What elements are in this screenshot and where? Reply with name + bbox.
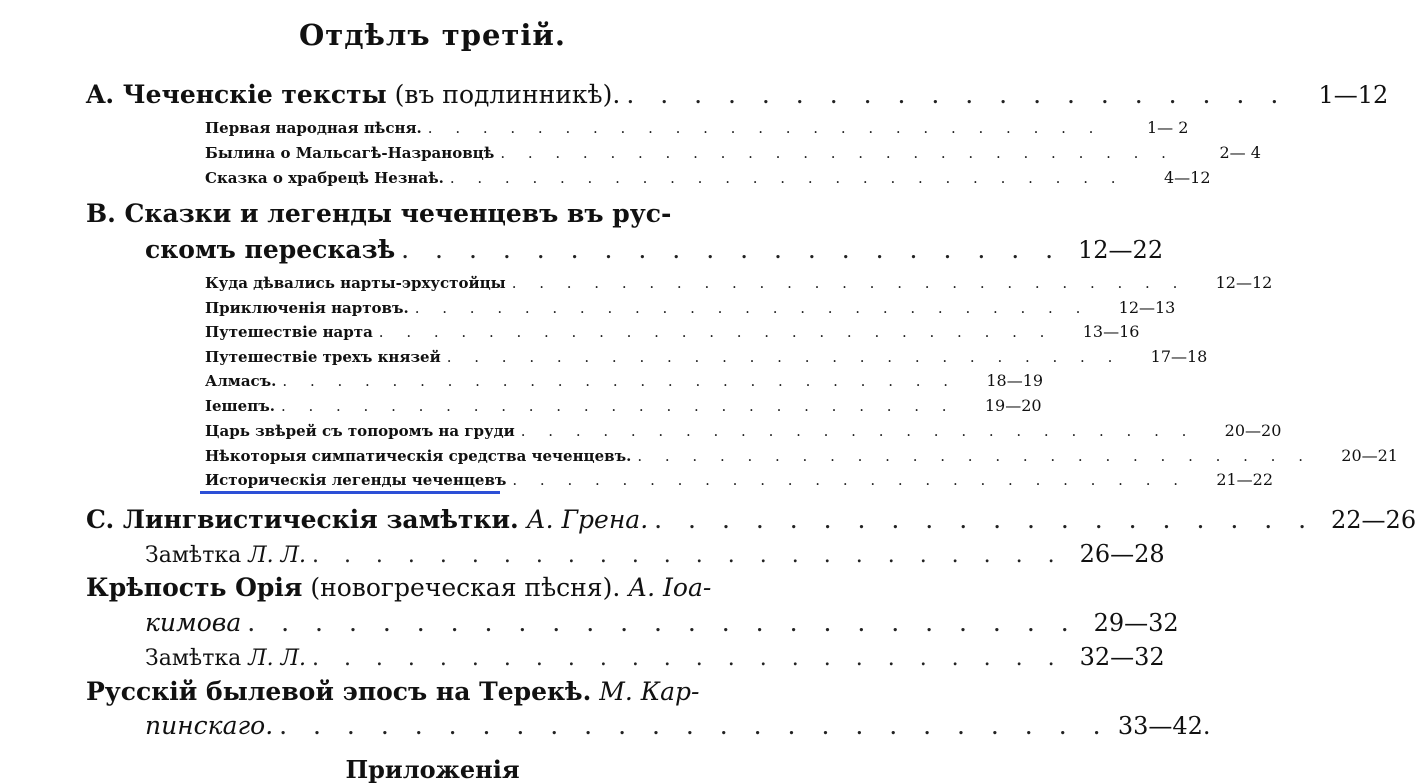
- subentry-pages: 4—12: [1163, 168, 1211, 187]
- leader-dots: . . . . . . . . . . . . . . . . . . . .: [401, 235, 1063, 264]
- leader-dots: . . . . . . . . . . . . . . . . . . . .: [654, 505, 1316, 534]
- section-d-author-line1: А. Іоа-: [628, 573, 712, 602]
- section-d-suffix: (новогреческая пѣсня).: [310, 573, 621, 602]
- toc-entry-section-e-line2[interactable]: [145, 711, 1211, 745]
- toc-entry-section-d-line2[interactable]: [145, 608, 1179, 642]
- section-e-pages: 33—42.: [1117, 712, 1211, 740]
- leader-dots: . . . . . . . . . . . . . . . . . . . . . . . . .: [520, 422, 1196, 440]
- toc-entry-section-b[interactable]: [145, 235, 1164, 269]
- leader-dots: . . . . . . . . . . . . . . . . . . . . . . . . .: [511, 274, 1187, 292]
- subentry-title: Путешествіе трехъ князей: [205, 348, 441, 366]
- leader-dots: . . . . . . . . . . . . . . . . . . . .: [626, 80, 1288, 109]
- subentry-pages: 12—13: [1118, 298, 1176, 317]
- leader-dots: . . . . . . . . . . . . . . . . . . . . . . . . .: [446, 348, 1122, 366]
- section-a-label: A. Чеченскіе тексты: [86, 80, 387, 109]
- toc-subentry[interactable]: [205, 168, 1211, 192]
- note-pages: 26—28: [1079, 540, 1165, 568]
- leader-dots: . . . . . . . . . . . . . . . . . . . . . . . . .: [512, 471, 1188, 489]
- leader-dots: . . . . . . . . . . . . . . . . . . . . . . . . .: [280, 397, 956, 415]
- toc-subentry[interactable]: [205, 446, 1398, 470]
- subentry-pages: 17—18: [1150, 347, 1208, 366]
- subentry-title: Царь звѣрей съ топоромъ на груди: [205, 422, 515, 440]
- leader-dots: . . . . . . . . . . . . . . . . . . . . . . . . .: [378, 323, 1054, 341]
- toc-entry-section-e-line1[interactable]: [86, 677, 700, 706]
- leader-dots: . . . . . . . . . . . . . . . . . . . . . . . . .: [637, 447, 1312, 465]
- subentry-pages: 19—20: [984, 396, 1042, 415]
- subentry-title: Сказка о храбрецѣ Незнаѣ.: [205, 169, 444, 187]
- subentry-pages: 1— 2: [1146, 118, 1189, 137]
- next-section-heading-partial: Приложенія: [345, 755, 520, 784]
- subentry-title: Іешепъ.: [205, 397, 275, 415]
- section-d-label: Крѣпость Орія: [86, 573, 303, 602]
- section-d-author-line2: кимова: [145, 608, 242, 637]
- section-e-author-line1: М. Кар-: [599, 677, 700, 706]
- subentry-pages: 18—19: [986, 371, 1044, 390]
- section-b-label-line1[interactable]: B. Сказки и легенды чеченцевъ въ рус-: [86, 199, 672, 228]
- subentry-title: Нѣкоторыя симпатическія средства чеченцевъ.: [205, 447, 632, 465]
- section-a-pages: 1—12: [1318, 81, 1389, 109]
- section-heading: Отдѣлъ третій.: [298, 18, 567, 52]
- note-author: Л. Л.: [248, 646, 306, 671]
- leader-dots: . . . . . . . . . . . . . . . . . . . . . . . . .: [414, 299, 1090, 317]
- leader-dots: . . . . . . . . . . . . . . . . . . . . . . . . .: [500, 144, 1175, 162]
- subentry-title: Куда дѣвались нарты-эрхустойцы: [205, 274, 506, 292]
- leader-dots: . . . . . . . . . . . . . . . . . . . . . . . . .: [279, 711, 1110, 740]
- subentry-title: Путешествіе нарта: [205, 323, 373, 341]
- toc-subentry[interactable]: [205, 371, 1044, 395]
- subentry-pages: 13—16: [1082, 322, 1140, 341]
- toc-subentry[interactable]: [205, 298, 1176, 322]
- leader-dots: . . . . . . . . . . . . . . . . . . . . . . . .: [311, 646, 1064, 671]
- subentry-title: Алмасъ.: [205, 372, 277, 390]
- note-label: Замѣтка: [145, 543, 242, 568]
- subentry-title: Былина о Мальсагѣ-Назрановцѣ: [205, 144, 495, 162]
- section-a-suffix: (въ подлинникѣ).: [394, 80, 621, 109]
- toc-subentry[interactable]: [205, 322, 1140, 346]
- section-d-pages: 29—32: [1093, 609, 1179, 637]
- section-b-pages: 12—22: [1078, 236, 1164, 264]
- note-pages: 32—32: [1079, 643, 1165, 671]
- toc-subentry[interactable]: [205, 118, 1189, 142]
- section-c-pages: 22—26: [1331, 506, 1416, 534]
- subentry-pages: 20—21: [1341, 446, 1398, 465]
- toc-subentry[interactable]: [205, 421, 1282, 445]
- toc-subentry[interactable]: [205, 273, 1273, 297]
- section-e-author-line2: пинскаго.: [145, 711, 274, 740]
- toc-entry-section-c[interactable]: [86, 505, 1416, 539]
- section-c-label: C. Лингвистическія замѣтки.: [86, 505, 519, 534]
- toc-note-entry[interactable]: [145, 643, 1165, 675]
- note-label: Замѣтка: [145, 646, 242, 671]
- section-b-label-line2: скомъ пересказѣ: [145, 235, 396, 264]
- subentry-pages: 2— 4: [1219, 143, 1261, 162]
- subentry-pages: 21—22: [1216, 470, 1274, 489]
- section-c-author: А. Грена.: [526, 505, 649, 534]
- subentry-title: Историческія легенды чеченцевъ: [205, 471, 507, 489]
- toc-entry-section-d-line1[interactable]: [86, 573, 711, 602]
- link-underline: [200, 491, 500, 494]
- subentry-title: Приключенія нартовъ.: [205, 299, 409, 317]
- section-e-label: Русскій былевой эпосъ на Терекѣ.: [86, 677, 592, 706]
- toc-note-entry[interactable]: [145, 540, 1165, 572]
- subentry-pages: 12—12: [1215, 273, 1273, 292]
- subentry-title: Первая народная пѣсня.: [205, 119, 422, 137]
- toc-subentry[interactable]: [205, 143, 1261, 167]
- leader-dots: . . . . . . . . . . . . . . . . . . . . . . . . .: [247, 608, 1078, 637]
- note-author: Л. Л.: [248, 543, 306, 568]
- leader-dots: . . . . . . . . . . . . . . . . . . . . . . . . .: [449, 169, 1125, 187]
- toc-subentry[interactable]: [205, 396, 1042, 420]
- leader-dots: . . . . . . . . . . . . . . . . . . . . . . . . .: [427, 119, 1103, 137]
- subentry-pages: 20—20: [1224, 421, 1282, 440]
- toc-subentry[interactable]: [205, 347, 1208, 371]
- leader-dots: . . . . . . . . . . . . . . . . . . . . . . . . .: [282, 372, 958, 390]
- leader-dots: . . . . . . . . . . . . . . . . . . . . . . . .: [311, 543, 1064, 568]
- toc-entry-section-a[interactable]: [86, 80, 1389, 114]
